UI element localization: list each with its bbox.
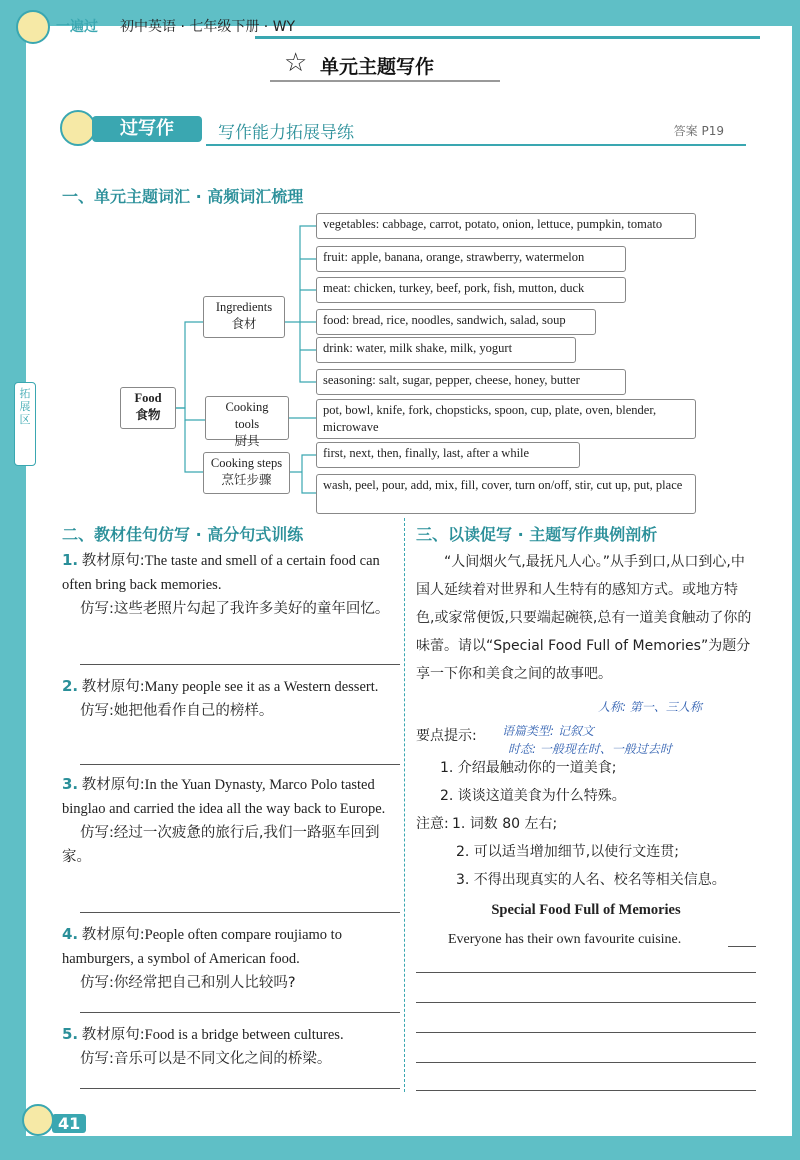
item-drink: drink: water, milk shake, milk, yogurt [316,337,576,363]
tip-2: 2. 谈谈这道美食为什么特殊。 [440,788,626,804]
imit-label: 仿写: [80,1051,114,1067]
orig-label: 教材原句: [81,553,145,569]
item-number: 3. [62,775,79,793]
footer-note [96,1116,131,1132]
orig-sentence: In the Yuan Dynasty, Marco Polo tasted binglao and carried the idea all the way back to Europe. [62,777,386,817]
side-tab: 拓展区 [14,382,36,466]
group-cooking-tools [205,396,289,448]
group-ingredients [203,296,285,338]
sentence-item-1 [62,548,402,621]
connector-steps [185,420,203,472]
sentence-item-5 [62,1022,402,1071]
answer-line[interactable] [80,1088,400,1089]
imit-prompt: 经过一次疲惫的旅行后,我们一路驱车回到家。 [62,825,380,865]
footer-note-line1: 上课认真听 [96,1116,131,1124]
page-title: 单元主题写作 [320,56,435,78]
annotation-tense: 时态: 一般现在时、一般过去时 [508,742,672,756]
answer-line[interactable] [80,764,400,765]
group-zh: 食材 [231,315,257,331]
item-number: 4. [62,925,79,943]
essay-line[interactable] [728,946,756,947]
note-1: 1. 词数 80 左右; [452,816,558,832]
column-divider [404,518,405,1092]
section2-title: 二、教材佳句仿写 · 高分句式训练 [62,525,304,544]
sentence-item-4 [62,922,402,995]
essay-line[interactable] [416,1062,756,1063]
imit-label: 仿写: [80,975,114,991]
orig-sentence: People often compare roujiamo to hamburgers, a symbol of American food. [62,927,342,967]
group-zh: 厨具 [234,432,260,448]
item-number: 1. [62,551,79,569]
notes-label: 注意: [416,816,449,832]
answer-line[interactable] [80,1012,400,1013]
imit-label: 仿写: [80,825,114,841]
item-fruit: fruit: apple, banana, orange, strawberry, watermelon [316,246,626,272]
item-number: 2. [62,677,79,695]
imit-prompt: 这些老照片勾起了我许多美好的童年回忆。 [113,601,390,617]
footer-note-line2: 下课练天星 [96,1124,131,1132]
imit-prompt: 她把他看作自己的榜样。 [113,703,274,719]
page-number: 41 [52,1114,86,1133]
section1-title: 一、单元主题词汇 · 高频词汇梳理 [62,187,304,206]
orig-sentence: Food is a bridge between cultures. [144,1027,344,1043]
essay-line[interactable] [416,1032,756,1033]
item-steps-actions: wash, peel, pour, add, mix, fill, cover, turn on/off, stir, cut up, put, place [316,474,696,514]
orig-sentence: Many people see it as a Western dessert. [144,679,379,695]
sentence-item-2 [62,674,402,723]
essay-line[interactable] [416,972,756,973]
orig-label: 教材原句: [81,679,145,695]
imit-label: 仿写: [80,601,114,617]
answer-line[interactable] [80,664,400,665]
banner-subtitle: 写作能力拓展导练 [218,123,354,143]
section3-title: 三、以读促写 · 主题写作典例剖析 [416,525,658,544]
imit-prompt: 你经常把自己和别人比较吗? [113,975,296,991]
orig-label: 教材原句: [81,1027,145,1043]
essay-line[interactable] [416,1002,756,1003]
essay-title: Special Food Full of Memories [491,902,681,918]
item-food: food: bread, rice, noodles, sandwich, salad, soup [316,309,596,335]
item-vegetables: vegetables: cabbage, carrot, potato, onion, lettuce, pumpkin, tomato [316,213,696,239]
annotation-genre: 语篇类型: 记叙文 [502,724,594,738]
annotation-person: 人称: 第一、三人称 [598,700,702,714]
note-2: 2. 可以适当增加细节,以使行文连贯; [456,844,679,860]
essay-line[interactable] [416,1090,756,1091]
item-cooking-tools: pot, bowl, knife, fork, chopsticks, spoon, cup, plate, oven, blender, microwave [316,399,696,439]
root-en: Food [134,391,162,405]
group-en: Cooking steps [210,456,283,470]
item-number: 5. [62,1025,79,1043]
tip-1: 1. 介绍最触动你的一道美食; [440,760,617,776]
course-label: 初中英语 · 七年级下册 · WY [120,19,296,35]
connector-ingredients [175,322,203,408]
writing-prompt: “人间烟火气,最抚凡人心。”从手到口,从口到心,中国人延续着对世界和人生特有的感知方式。或地方特色,或家常便饭,只要端起碗筷,总有一道美食触动了你的味蕾。请以“Special Food Full of Memories”为题分享一下你和美食之间的故事吧。 [416,554,752,682]
answer-ref: 答案 P19 [673,124,724,138]
banner-pill: 过写作 [92,116,202,142]
item-seasoning: seasoning: salt, sugar, pepper, cheese, honey, butter [316,369,626,395]
connector-step-items [290,455,316,493]
star-icon: ☆ [284,48,308,78]
imit-label: 仿写: [80,703,114,719]
essay-start: Everyone has their own favourite cuisine. [448,932,682,947]
group-en: Cooking tools [225,400,269,431]
item-steps-order: first, next, then, finally, last, after a while [316,442,580,468]
orig-sentence: The taste and smell of a certain food can often bring back memories. [62,553,380,593]
connector-ingredient-items [285,226,316,382]
note-3: 3. 不得出现真实的人名、校名等相关信息。 [456,872,726,888]
connector-tools [175,408,205,420]
root-zh: 食物 [135,406,161,422]
imit-prompt: 音乐可以是不同文化之间的桥梁。 [113,1051,332,1067]
orig-label: 教材原句: [81,927,145,943]
group-en: Ingredients [215,300,273,314]
tips-label: 要点提示: [416,728,477,744]
mascot-icon [22,1104,54,1136]
brand: 一遍过 [56,19,98,35]
group-cooking-steps [203,452,290,494]
sentence-item-3 [62,772,402,869]
root-node [120,387,176,429]
group-zh: 烹饪步骤 [221,471,272,487]
orig-label: 教材原句: [81,777,145,793]
answer-line[interactable] [80,912,400,913]
item-meat: meat: chicken, turkey, beef, pork, fish, mutton, duck [316,277,626,303]
